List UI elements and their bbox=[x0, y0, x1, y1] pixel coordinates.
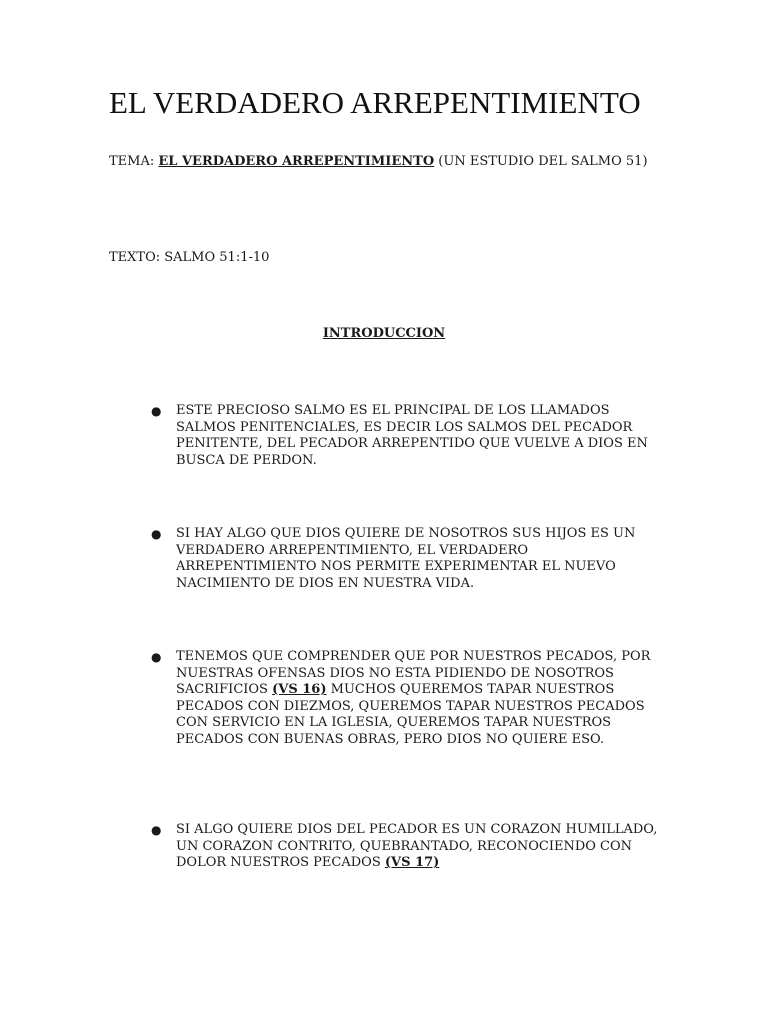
bullet-item bbox=[151, 649, 666, 748]
tema-label: TEMA: bbox=[109, 154, 155, 169]
tema-highlight: EL VERDADERO ARREPENTIMIENTO bbox=[158, 154, 435, 169]
bullet-text: SI HAY ALGO QUE DIOS QUIERE DE NOSOTROS SUS HIJOS ES UN VERDADERO ARREPENTIMIENTO, EL VERDADERO ARREPENTIMIENTO NOS PERMITE EXPERIMENTAR EL NUEVO NACIMIENTO DE DIOS EN NUESTRA VIDA. bbox=[176, 526, 636, 591]
bullet-text: TENEMOS QUE COMPRENDER QUE POR NUESTROS PECADOS, POR NUESTRAS OFENSAS DIOS NO ESTA PIDIENDO DE NOSOTROS SACRIFICIOS bbox=[176, 649, 651, 697]
bullet-dot-icon: ● bbox=[151, 527, 162, 541]
texto-line: TEXTO: SALMO 51:1-10 bbox=[109, 250, 270, 265]
tema-rest: (UN ESTUDIO DEL SALMO 51) bbox=[438, 154, 648, 169]
section-heading: INTRODUCCION bbox=[322, 326, 446, 341]
bullet-dot-icon: ● bbox=[151, 650, 162, 664]
tema-line bbox=[109, 153, 654, 170]
bullet-item bbox=[151, 526, 666, 592]
document-title: EL VERDADERO ARREPENTIMIENTO bbox=[109, 85, 641, 120]
bullet-item bbox=[151, 822, 666, 872]
bullet-item bbox=[151, 403, 666, 469]
bullet-dot-icon: ● bbox=[151, 404, 162, 418]
verse-reference: (VS 17) bbox=[384, 855, 440, 870]
bullet-text-continued: MUCHOS QUEREMOS TAPAR NUESTROS PECADOS CON DIEZMOS, QUEREMOS TAPAR NUESTROS PECADOS CON SERVICIO EN LA IGLESIA, QUEREMOS TAPAR NUESTROS PECADOS CON BUENAS OBRAS, PERO DIOS NO QUIERE ESO. bbox=[176, 682, 645, 747]
bullet-text: ESTE PRECIOSO SALMO ES EL PRINCIPAL DE LOS LLAMADOS SALMOS PENITENCIALES, ES DECIR LOS SALMOS DEL PECADOR PENITENTE, DEL PECADOR ARREPENTIDO QUE VUELVE A DIOS EN BUSCA DE PERDON. bbox=[176, 403, 648, 468]
verse-reference: (VS 16) bbox=[272, 682, 327, 697]
bullet-dot-icon: ● bbox=[151, 823, 162, 837]
bullet-text: SI ALGO QUIERE DIOS DEL PECADOR ES UN CORAZON HUMILLADO, UN CORAZON CONTRITO, QUEBRANTADO, RECONOCIENDO CON DOLOR NUESTROS PECADOS bbox=[176, 822, 658, 870]
